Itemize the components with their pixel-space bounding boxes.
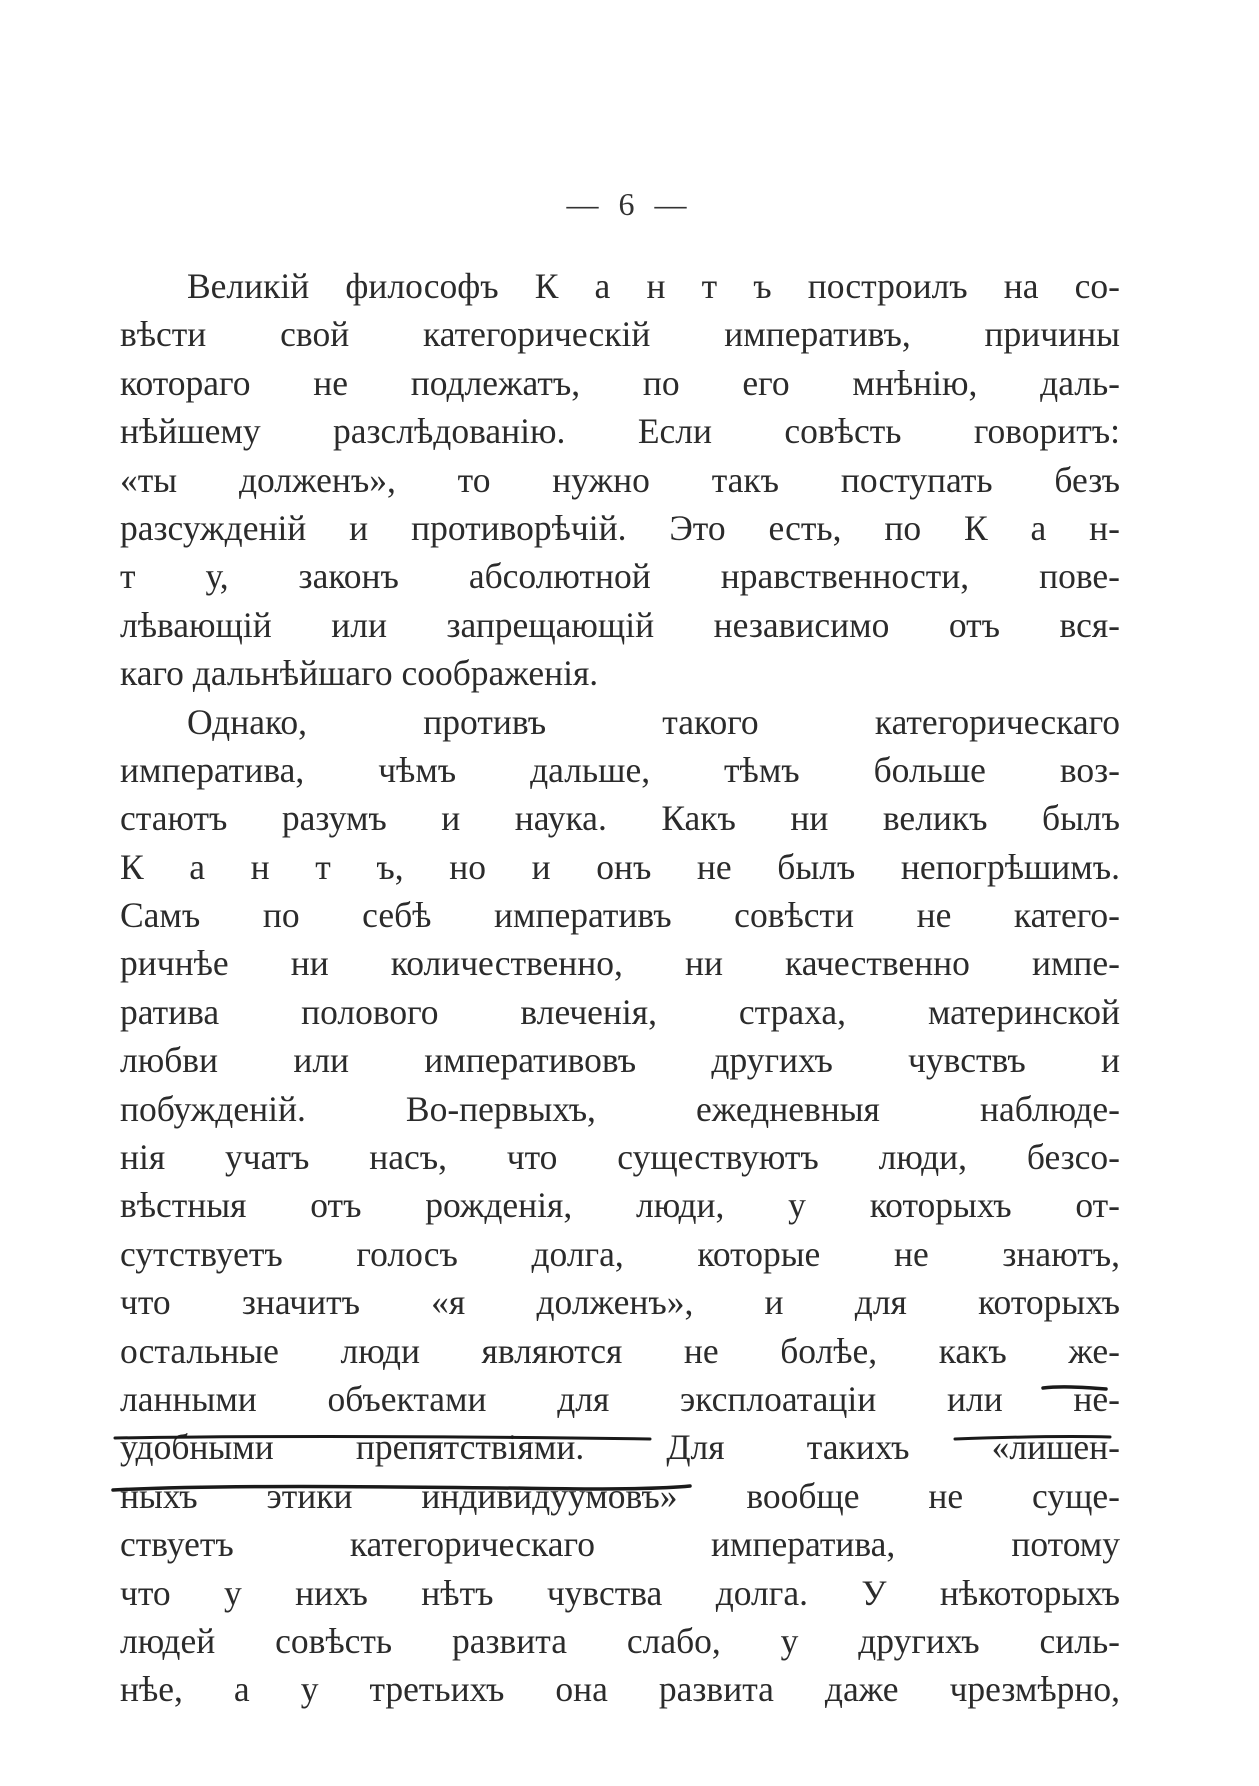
text-line: императива, чѣмъ дальше, тѣмъ больше воз- <box>120 749 1120 790</box>
text-line: любви или императивовъ другихъ чувствъ и <box>120 1040 1120 1081</box>
text-line: Великій философъ К а н т ъ построилъ на со- <box>187 266 1120 306</box>
text-line: побужденій. Во-первыхъ, ежедневныя наблюде- <box>120 1088 1120 1129</box>
text-line: т у, законъ абсолютной нравственности, пове- <box>120 556 1120 597</box>
text-line: каго дальнѣйшаго соображенія. <box>120 653 599 694</box>
text-line: нѣе, а у третьихъ она развита даже чрезмѣрно, <box>120 1669 1120 1710</box>
text-line: Самъ по себѣ императивъ совѣсти не катего- <box>120 895 1120 936</box>
text-line: вѣсти свой категорическій императивъ, причины <box>120 314 1120 355</box>
text-line: удобными препятствіями. Для такихъ «лишен- <box>120 1427 1120 1468</box>
text-line: нѣйшему разслѣдованію. Если совѣсть говоритъ: <box>120 411 1120 452</box>
body-text <box>120 262 1120 1714</box>
text-line: К а н т ъ, но и онъ не былъ непогрѣшимъ. <box>120 846 1120 887</box>
text-line: нія учатъ насъ, что существуютъ люди, безсо- <box>120 1137 1120 1178</box>
text-line: сутствуетъ голосъ долга, которые не знаютъ, <box>120 1233 1120 1274</box>
text-line: разсужденій и противорѣчій. Это есть, по К а н- <box>120 507 1120 548</box>
text-line: ричнѣе ни количественно, ни качественно импе- <box>120 943 1120 984</box>
text-line: людей совѣсть развита слабо, у другихъ силь- <box>120 1620 1120 1661</box>
page-number: — 6 — <box>566 186 693 222</box>
text-line: лѣвающій или запрещающій независимо отъ вся- <box>120 604 1120 645</box>
text-line: что у нихъ нѣтъ чувства долга. У нѣкоторыхъ <box>120 1572 1120 1613</box>
text-line: ланными объектами для эксплоатаціи или не- <box>120 1378 1120 1419</box>
text-line: вѣстныя отъ рожденія, люди, у которыхъ от- <box>120 1185 1120 1226</box>
text-line: ныхъ этики индивидуумовъ» вообще не суще- <box>120 1475 1120 1516</box>
text-line: стаютъ разумъ и наука. Какъ ни великъ былъ <box>120 798 1120 839</box>
text-line: котораго не подлежатъ, по его мнѣнію, даль- <box>120 362 1120 403</box>
text-line: Однако, противъ такого категорическаго <box>187 701 1120 742</box>
text-line: остальные люди являются не болѣе, какъ же- <box>120 1330 1120 1371</box>
text-line: ствуетъ категорическаго императива, потому <box>120 1524 1120 1565</box>
text-line: «ты долженъ», то нужно такъ поступать безъ <box>120 459 1120 500</box>
text-line: что значитъ «я долженъ», и для которыхъ <box>120 1282 1120 1323</box>
text-line: ратива полового влеченія, страха, материнской <box>120 991 1120 1032</box>
